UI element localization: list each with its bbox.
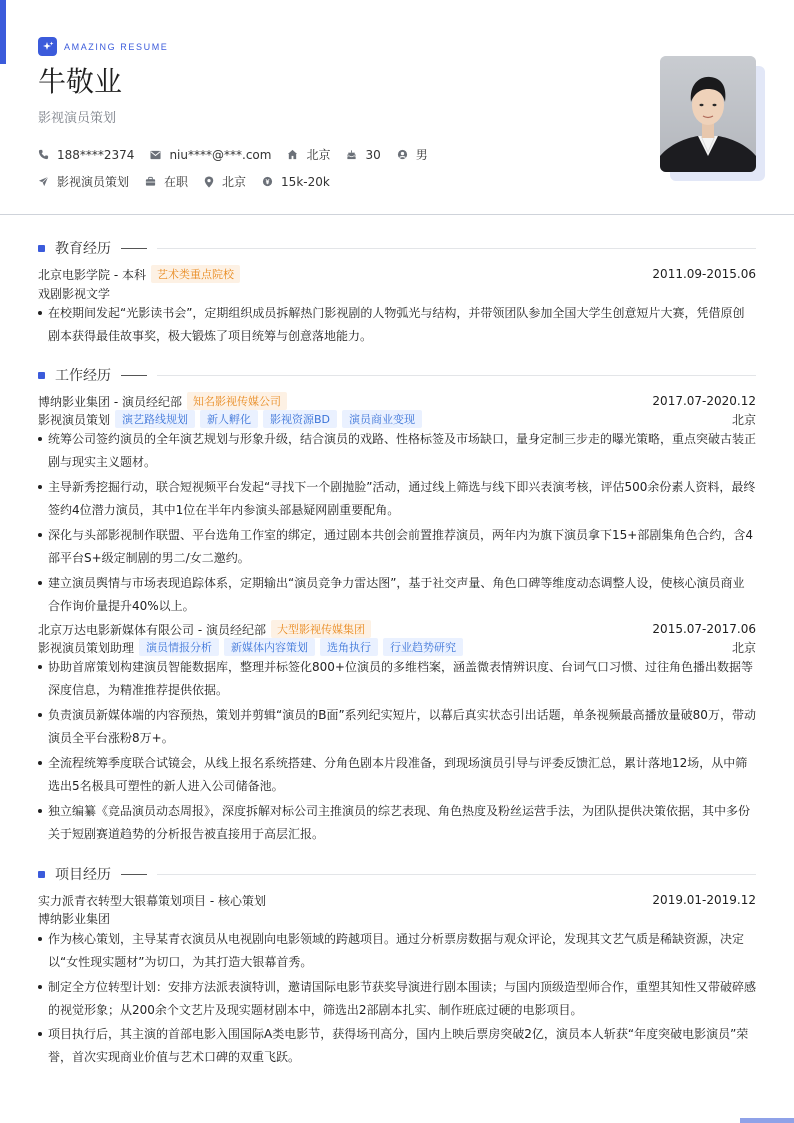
email-text: niu****@***.com (169, 147, 272, 162)
job-date: 2017.07-2020.12 (652, 394, 756, 408)
job-bullet: 建立演员舆情与市场表现追踪体系，定期输出“演员竞争力雷达图”，基于社交声量、角色口碑等维度动态调整人设，使核心演员商业合作询价量提升40%以上。 (38, 572, 756, 617)
city-item (287, 146, 330, 163)
age-item (346, 148, 380, 162)
brand (38, 37, 168, 56)
cake-icon (346, 149, 357, 160)
company-tag: 知名影视传媒公司 (187, 392, 287, 410)
skill-tag: 影视资源BD (263, 410, 337, 428)
job-position-line (38, 410, 756, 428)
project-bullet: 制定全方位转型计划：安排方法派表演特训，邀请国际电影节获奖导演进行剧本围读；与国内顶级造型师合作，重塑其知性又带破碎感的视觉形象；从200余个文艺片及现实题材剧本中，筛选出2部剧本扎实、制作班底过硬的电影项目。 (38, 976, 756, 1021)
target-role-text: 影视演员策划 (57, 175, 130, 189)
resume-header (0, 0, 794, 215)
bottom-accent-bar (740, 1118, 794, 1123)
section-dash (121, 375, 147, 376)
job-bullet: 协助首席策划构建演员智能数据库，整理并标签化800+位演员的多维档案，涵盖微表情辨识度、台词气口习惯、过往角色播出数据等深度信息，为精准推荐提供依据。 (38, 656, 756, 701)
school-tag: 艺术类重点院校 (151, 265, 240, 283)
candidate-name: 牛敬业 (38, 65, 123, 98)
gender-item (397, 146, 428, 163)
job-bullet: 主导新秀挖掘行动，联合短视频平台发起“寻找下一个剧抛脸”活动，通过线上筛选与线下即兴表演考核，评估500余份素人资料，最终签约4位潜力演员，其中1位在半年内参演头部悬疑网剧重要配角。 (38, 476, 756, 521)
phone-icon (38, 149, 49, 160)
coin-icon (262, 176, 273, 187)
major: 戏剧影视文学 (38, 286, 111, 301)
work-section-title (38, 365, 756, 385)
sparkle-icon (38, 37, 57, 56)
section-divider (157, 375, 756, 376)
section-title-text: 教育经历 (55, 241, 111, 257)
job-position-line (38, 638, 756, 656)
contact-row (38, 146, 444, 163)
section-marker (38, 245, 45, 252)
brand-text: AMAZING RESUME (64, 41, 169, 52)
project-org: 博纳影业集团 (38, 911, 111, 926)
skill-tag: 演艺路线规划 (115, 410, 195, 428)
section-divider (157, 248, 756, 249)
project-name: 实力派青衣转型大银幕策划项目 - 核心策划 (38, 893, 266, 908)
job-header (38, 620, 756, 638)
project-bullet: 作为核心策划，主导某青衣演员从电视剧向电影领域的跨越项目。通过分析票房数据与观众评论，发现其文艺气质是稀缺资源，决定以“女性现实题材”为切口，为其打造大银幕首秀。 (38, 928, 756, 973)
target-city-text: 北京 (222, 175, 247, 189)
section-marker (38, 372, 45, 379)
job-header (38, 392, 756, 410)
intent-row (38, 173, 346, 190)
skill-tag: 行业趋势研究 (383, 638, 463, 656)
skill-tag: 新人孵化 (200, 410, 258, 428)
job-date: 2015.07-2017.06 (652, 622, 756, 636)
candidate-role: 影视演员策划 (38, 111, 117, 126)
company-name: 北京万达电影新媒体有限公司 - 演员经纪部 (38, 622, 266, 637)
project-date: 2019.01-2019.12 (652, 893, 756, 907)
school-name: 北京电影学院 - 本科 (38, 267, 146, 282)
section-dash (121, 874, 147, 875)
skill-tag: 演员商业变现 (342, 410, 422, 428)
home-icon (287, 149, 298, 160)
status-item (145, 173, 188, 190)
education-major-line (38, 284, 756, 302)
profile-photo (660, 56, 756, 172)
phone-text: 188****2374 (57, 147, 135, 162)
section-dash (121, 248, 147, 249)
location-pin-icon (204, 176, 214, 188)
gender-icon (397, 149, 408, 160)
section-title-text: 工作经历 (55, 368, 111, 384)
job-position: 影视演员策划助理 (38, 640, 135, 655)
job-bullet: 独立编纂《竞品演员动态周报》，深度拆解对标公司主推演员的综艺表现、角色热度及粉丝运营手法，为团队提供决策依据，其中多份关于短剧赛道趋势的分析报告被直接用于高层汇报。 (38, 800, 756, 845)
skill-tag: 演员情报分析 (139, 638, 219, 656)
job-bullet: 统筹公司签约演员的全年演艺规划与形象升级，结合演员的戏路、性格标签及市场缺口，量身定制三步走的曝光策略，重点突破古装正剧与现实主义题材。 (38, 428, 756, 473)
company-name: 博纳影业集团 - 演员经纪部 (38, 394, 182, 409)
job-location: 北京 (731, 640, 756, 655)
education-section-title (38, 238, 756, 258)
gender-text: 男 (415, 148, 428, 162)
project-section-title (38, 864, 756, 884)
send-icon (38, 176, 49, 187)
status-text: 在职 (164, 175, 189, 189)
education-header (38, 265, 756, 283)
briefcase-icon (145, 176, 156, 187)
job-bullet: 深化与头部影视制作联盟、平台选角工作室的绑定，通过剧本共创会前置推荐演员，两年内为旗下演员拿下15+部剧集角色合约，含4部平台S+级定制剧的男二/女二邀约。 (38, 524, 756, 569)
job-bullet: 全流程统筹季度联合试镜会，从线上报名系统搭建、分角色剧本片段准备，到现场演员引导与评委反馈汇总，累计落地12场，从中筛选出5名极具可塑性的新人进入公司储备池。 (38, 752, 756, 797)
target-role-item (38, 173, 129, 190)
section-title-text: 项目经历 (55, 867, 111, 883)
email-item (150, 148, 271, 162)
section-marker (38, 871, 45, 878)
target-city-item (204, 173, 246, 190)
phone-item (38, 148, 134, 162)
mail-icon (150, 150, 161, 160)
salary-item (262, 175, 330, 189)
skill-tag: 选角执行 (320, 638, 378, 656)
company-tag: 大型影视传媒集团 (271, 620, 371, 638)
education-bullet: 在校期间发起“光影读书会”，定期组织成员拆解热门影视剧的人物弧光与结构，并带领团队参加全国大学生创意短片大赛，凭借原创剧本获得最佳故事奖，极大锻炼了项目统筹与创意落地能力。 (38, 302, 756, 347)
job-position: 影视演员策划 (38, 412, 111, 427)
salary-text: 15k-20k (281, 174, 330, 189)
project-bullet: 项目执行后，其主演的首部电影入围国际A类电影节，获得场刊高分，国内上映后票房突破2亿，演员本人斩获“年度突破电影演员”荣誉，首次实现商业价值与艺术口碑的双重飞跃。 (38, 1023, 756, 1068)
city-text: 北京 (306, 148, 331, 162)
project-header (38, 891, 756, 909)
skill-tag: 新媒体内容策划 (224, 638, 315, 656)
job-bullet: 负责演员新媒体端的内容预热，策划并剪辑“演员的B面”系列纪实短片，以幕后真实状态引出话题，单条视频最高播放量破80万，带动演员全平台涨粉8万+。 (38, 704, 756, 749)
project-org-line (38, 909, 756, 927)
job-location: 北京 (731, 412, 756, 427)
section-divider (157, 874, 756, 875)
education-date: 2011.09-2015.06 (652, 267, 756, 281)
age-text: 30 (365, 147, 381, 162)
